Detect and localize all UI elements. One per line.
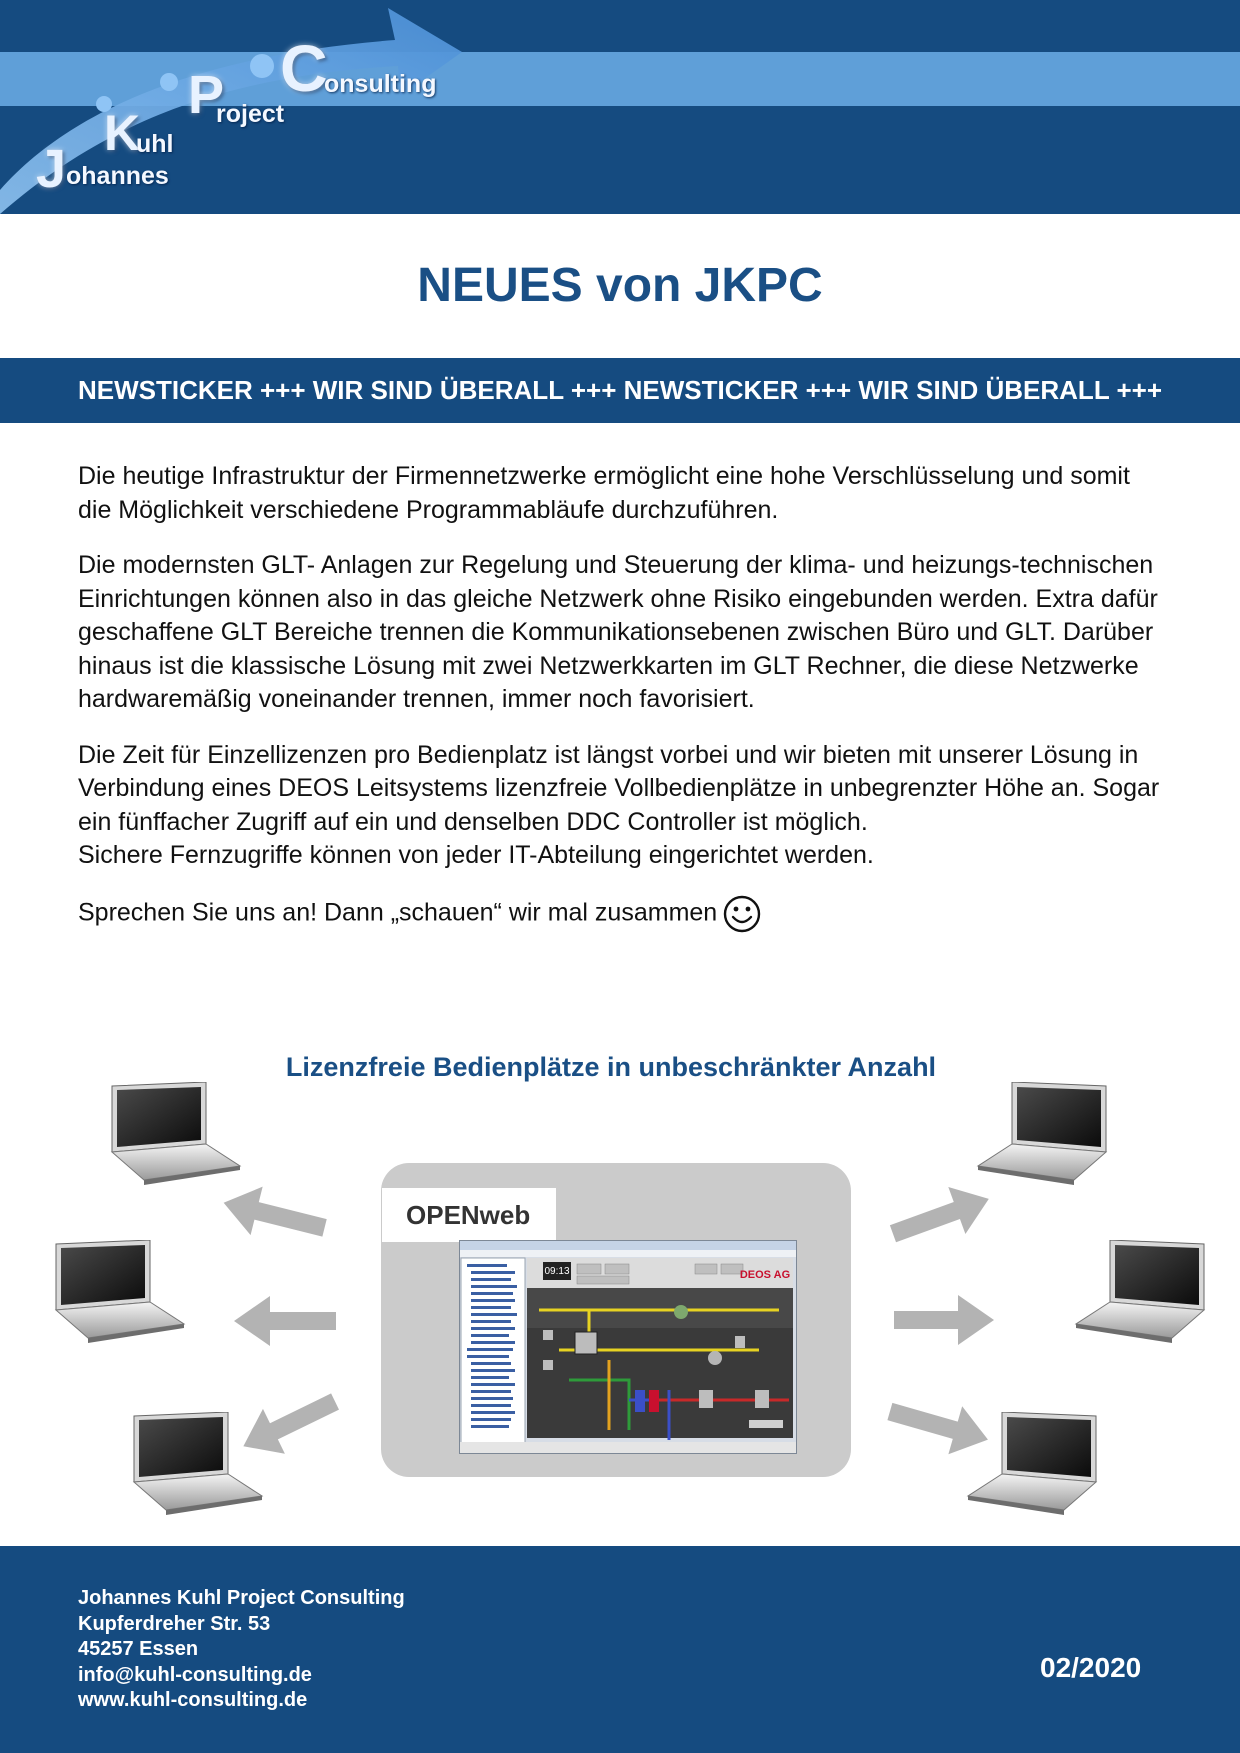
logo-word-project: roject <box>216 100 285 128</box>
footer <box>0 1546 1240 1753</box>
arrow-icon-left-middle <box>234 1294 338 1348</box>
news-ticker: NEWSTICKER +++ WIR SIND ÜBERALL +++ NEWSTICKER +++ WIR SIND ÜBERALL +++ <box>0 358 1240 423</box>
laptop-icon-right-top <box>976 1082 1110 1186</box>
footer-street: Kupferdreher Str. 53 <box>78 1612 271 1635</box>
smiley-icon <box>723 895 761 933</box>
diagram-title: Lizenzfreie Bedienplätze in unbeschränkter Anzahl <box>285 1052 937 1082</box>
contact-us-text: Sprechen Sie uns an! Dann „schauen“ wir mal zusammen <box>78 898 718 927</box>
laptop-icon-left-top <box>108 1082 242 1186</box>
arrow-icon-right-bottom <box>882 1390 992 1460</box>
paragraph-glt: Die modernsten GLT- Anlagen zur Regelung und Steuerung der klima- und heizungs-technischen Einrichtungen können also in das gleiche Netzwerk ohne Risiko eingebunden werden. Extra dafür geschaffene GLT Bereiche trennen die Kommunikationsebenen zwischen Büro und GLT. Darüber hinaus ist die klassische Lösung mit zwei Netzwerkkarten im GLT Rechner, die diese Netzwerke hardwaremäßig voneinander trennen, immer noch favorisiert. <box>78 551 1158 713</box>
footer-web-link[interactable]: www.kuhl-consulting.de <box>78 1689 308 1711</box>
arrow-icon-left-top <box>222 1185 332 1247</box>
footer-email-link[interactable]: info@kuhl-consulting.de <box>78 1663 312 1686</box>
logo-word-kuhl: uhl <box>136 130 174 158</box>
footer-company: Johannes Kuhl Project Consulting <box>78 1587 405 1609</box>
logo-letter-k: K <box>104 105 141 161</box>
screenshot-clock: 09:13 <box>544 1266 570 1277</box>
screenshot-brand: DEOS AG <box>739 1269 791 1281</box>
arrow-icon-right-top <box>884 1182 994 1252</box>
page-title: NEUES von JKPC <box>417 259 823 312</box>
header-banner <box>0 0 1240 214</box>
logo-letter-p: P <box>188 65 225 125</box>
paragraph-infrastructure: Die heutige Infrastruktur der Firmennetzwerke ermöglicht eine hohe Verschlüsselung und somit die Möglichkeit verschiedene Programmabläufe durchzuführen. <box>78 462 1130 524</box>
laptop-icon-right-middle <box>1074 1240 1208 1344</box>
footer-address <box>78 1586 405 1714</box>
logo-word-johannes: ohannes <box>66 162 169 190</box>
paragraph-contact-us <box>78 895 1168 933</box>
arrow-icon-right-middle <box>892 1293 996 1347</box>
issue-date: 02/2020 <box>1040 1652 1142 1683</box>
arrow-icon-left-bottom <box>236 1388 346 1458</box>
paragraph-licenses: Die Zeit für Einzellizenzen pro Bedienplatz ist längst vorbei und wir bieten mit unserer Lösung in Verbindung eines DEOS Leitsystems lizenzfreie Vollbedienplätze in unbegrenzter Höhe an. Sogar ein fünffacher Zugriff auf ein und denselben DDC Controller ist möglich. <box>78 740 1160 836</box>
paragraph-remote-access: Sichere Fernzugriffe können von jeder IT-Abteilung eingerichtet werden. <box>78 841 874 869</box>
article-body <box>78 460 1168 955</box>
logo-word-consulting: onsulting <box>324 70 437 98</box>
logo-letter-c: C <box>280 31 328 105</box>
deos-software-screenshot <box>459 1240 797 1454</box>
laptop-icon-left-middle <box>52 1240 186 1344</box>
openweb-label: OPENweb <box>382 1188 556 1242</box>
footer-city: 45257 Essen <box>78 1638 199 1660</box>
logo-letter-j: J <box>36 139 67 199</box>
